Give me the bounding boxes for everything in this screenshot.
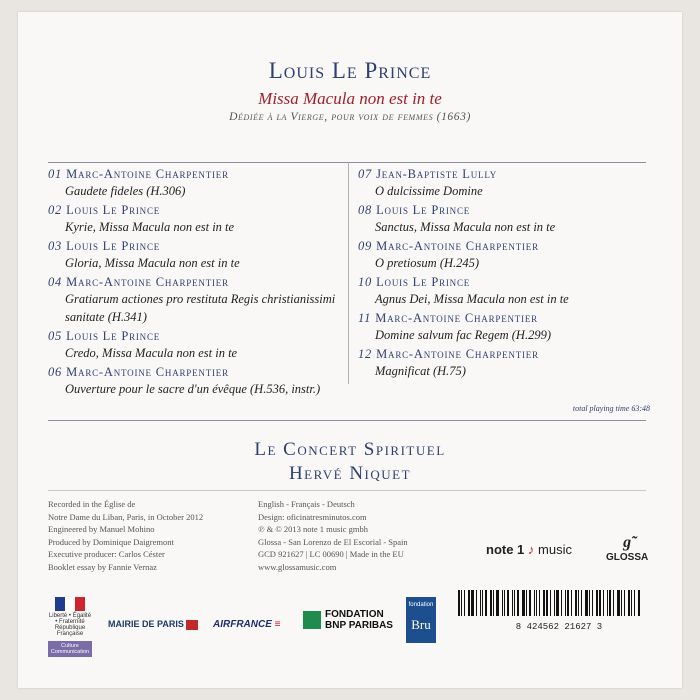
track-composer: Louis Le Prince <box>376 275 471 289</box>
credit-line: Glossa - San Lorenzo de El Escorial - Spain <box>258 536 408 547</box>
credits-divider <box>48 490 646 491</box>
publishing-credits <box>258 498 438 573</box>
track-composer-line <box>358 311 648 326</box>
conductor-name: Hervé Niquet <box>288 463 412 484</box>
track-composer-line <box>48 203 338 218</box>
tracklist-right <box>358 167 648 383</box>
track-composer: Louis Le Prince <box>66 203 161 217</box>
track-number: 12 <box>358 347 373 361</box>
track-number: 08 <box>358 203 373 217</box>
track-title: Ouverture pour le sacre d'un évêque (H.536, instr.) <box>65 382 321 396</box>
ensemble-name: Le Concert Spirituel <box>254 439 446 460</box>
glossa-text: GLOSSA <box>606 552 649 563</box>
track-number: 07 <box>358 167 373 181</box>
track-07 <box>358 167 648 200</box>
track-title: Sanctus, Missa Macula non est in te <box>375 220 556 234</box>
work-title: Missa Macula non est in te <box>258 89 442 108</box>
website-link[interactable]: www.glossamusic.com <box>258 561 337 572</box>
credit-line: Design: oficinatresminutos.com <box>258 511 367 522</box>
credit-line: GCD 921627 | LC 00690 | Made in the EU <box>258 549 404 559</box>
culture-ministry: Culture Communication <box>48 641 92 657</box>
track-11 <box>358 311 648 344</box>
track-number: 02 <box>48 203 63 217</box>
track-09 <box>358 239 648 272</box>
mairie-text: MAIRIE DE PARIS <box>108 619 184 629</box>
track-composer-line <box>358 239 648 254</box>
airfrance-logo: AIRFRANCE ≡ <box>213 619 281 630</box>
track-composer-line <box>48 275 338 290</box>
track-title: Domine salvum fac Regem (H.299) <box>375 328 551 342</box>
performers <box>18 438 682 486</box>
main-composer: Louis Le Prince <box>268 58 432 83</box>
track-composer-line <box>358 167 648 182</box>
track-number: 04 <box>48 275 63 289</box>
note1-music-text: music <box>538 542 572 557</box>
track-composer-line <box>358 203 648 218</box>
header <box>18 58 682 123</box>
track-composer-line <box>358 275 648 290</box>
credit-line: Recorded in the Église de <box>48 499 136 509</box>
republique-francaise-logo <box>48 597 92 657</box>
bru-text: Bru <box>411 617 431 632</box>
note1-text: note 1 <box>486 542 525 557</box>
track-number: 01 <box>48 167 63 181</box>
track-title: O dulcissime Domine <box>375 184 483 198</box>
note1-music-logo: note 1 ♪ music <box>486 542 572 557</box>
track-title: O pretiosum (H.245) <box>375 256 480 270</box>
track-composer: Marc-Antoine Charpentier <box>376 347 539 361</box>
track-title: Gaudete fideles (H.306) <box>65 184 186 198</box>
credit-line: Notre Dame du Liban, Paris, in October 2012 <box>48 511 204 522</box>
track-12 <box>358 347 648 380</box>
glossa-logo <box>606 534 648 563</box>
credit-line: Executive producer: Carlos Céster <box>48 549 165 559</box>
mairie-mark-icon <box>186 620 198 630</box>
barcode-number: 8 424562 21627 3 <box>515 622 603 632</box>
track-composer-line <box>358 347 648 362</box>
bnp-text: FONDATION BNP PARIBAS <box>325 609 393 631</box>
track-composer-line <box>48 329 338 344</box>
credit-line: English - Français - Deutsch <box>258 499 355 509</box>
track-04 <box>48 275 338 326</box>
track-composer: Louis Le Prince <box>376 203 471 217</box>
track-composer: Louis Le Prince <box>66 239 161 253</box>
fondation-bru-logo <box>406 597 436 643</box>
track-composer-line <box>48 365 338 380</box>
sponsor-logos <box>48 597 648 655</box>
track-title: Kyrie, Missa Macula non est in te <box>65 220 235 234</box>
track-06 <box>48 365 338 398</box>
credit-line: Produced by Dominique Daigremont <box>48 536 174 547</box>
credit-line: Booklet essay by Fannie Vernaz <box>48 561 157 572</box>
track-title: Magnificat (H.75) <box>375 364 466 378</box>
credit-line: ℗ & © 2013 note 1 music gmbh <box>258 524 368 534</box>
track-number: 09 <box>358 239 373 253</box>
track-01 <box>48 167 338 200</box>
bru-small-text: fondation <box>408 602 434 608</box>
track-composer: Marc-Antoine Charpentier <box>66 365 229 379</box>
track-number: 11 <box>358 311 372 325</box>
bnp-paribas-foundation-logo <box>303 609 395 631</box>
airfrance-text: AIRFRANCE <box>213 619 272 630</box>
track-02 <box>48 203 338 236</box>
cd-back-cover <box>18 12 682 688</box>
column-divider <box>348 162 349 384</box>
track-title: Gloria, Missa Macula non est in te <box>65 256 240 270</box>
track-composer-line <box>48 167 338 182</box>
total-playing-time: total playing time 63:48 <box>572 404 650 413</box>
track-composer: Marc-Antoine Charpentier <box>375 311 538 325</box>
track-number: 06 <box>48 365 63 379</box>
track-title: Agnus Dei, Missa Macula non est in te <box>375 292 569 306</box>
bottom-divider <box>48 420 646 421</box>
tracklist-left <box>48 167 338 401</box>
track-number: 10 <box>358 275 373 289</box>
track-number: 05 <box>48 329 63 343</box>
track-05 <box>48 329 338 362</box>
rf-name: République Française <box>54 625 86 637</box>
track-10 <box>358 275 648 308</box>
french-flag-icon <box>55 597 85 611</box>
rf-motto: Liberté • Égalité • Fraternité <box>48 613 92 625</box>
track-number: 03 <box>48 239 63 253</box>
bnp-stars-icon <box>303 611 321 629</box>
track-03 <box>48 239 338 272</box>
track-composer: Louis Le Prince <box>66 329 161 343</box>
glossa-mark-icon: ɡ̃ <box>623 534 632 551</box>
track-08 <box>358 203 648 236</box>
top-divider <box>48 162 646 163</box>
credit-line: Engineered by Manuel Mohino <box>48 524 155 534</box>
track-title: Gratiarum actiones pro restituta Regis christianissimi sanitate (H.341) <box>65 292 336 324</box>
track-composer: Marc-Antoine Charpentier <box>66 275 229 289</box>
mairie-de-paris-logo <box>108 619 198 630</box>
recording-credits <box>48 498 238 573</box>
track-composer-line <box>48 239 338 254</box>
dedication: Dédiée à la Vierge, pour voix de femmes (1663) <box>229 111 471 123</box>
track-title: Credo, Missa Macula non est in te <box>65 346 238 360</box>
track-composer: Marc-Antoine Charpentier <box>66 167 229 181</box>
track-composer: Marc-Antoine Charpentier <box>376 239 539 253</box>
track-composer: Jean-Baptiste Lully <box>376 167 498 181</box>
record-label-logos <box>486 534 656 574</box>
